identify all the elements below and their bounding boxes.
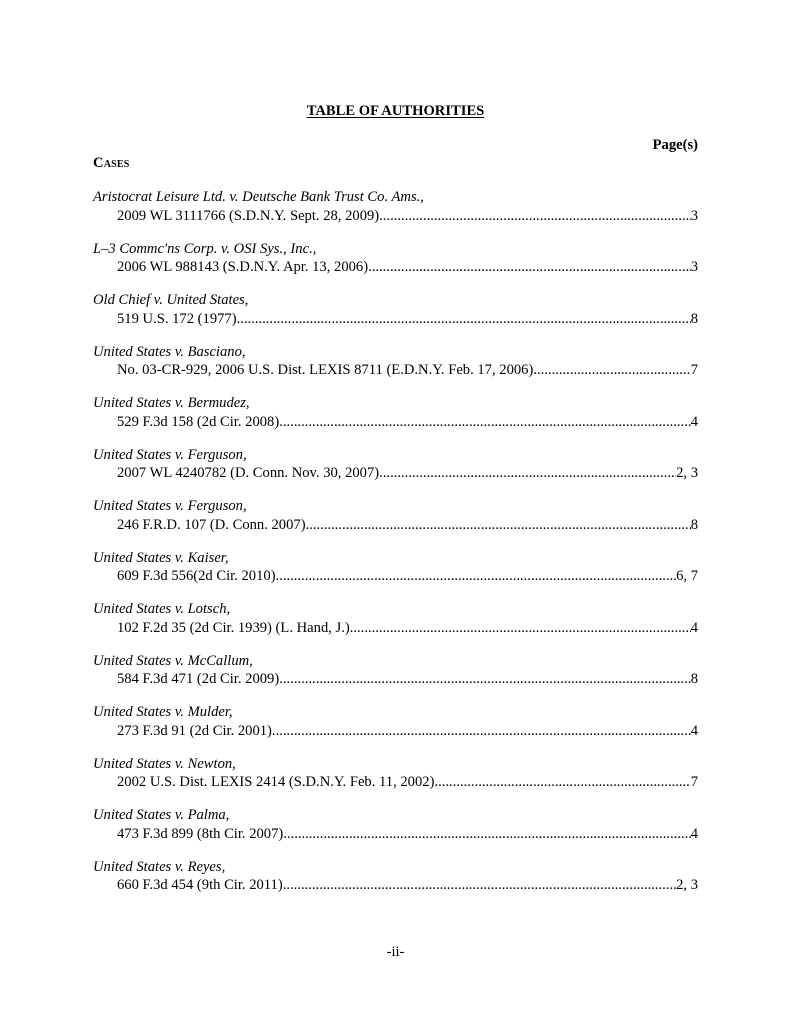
dot-leader	[283, 825, 690, 844]
dot-leader	[533, 361, 690, 380]
authority-entry	[93, 291, 698, 343]
pages-column-header: Page(s)	[652, 137, 698, 153]
citation-line	[93, 464, 698, 483]
citation-line	[93, 825, 698, 844]
citation: 529 F.3d 158 (2d Cir. 2008)	[117, 413, 280, 430]
authority-entry	[93, 858, 698, 910]
authority-entry	[93, 343, 698, 395]
authority-entry	[93, 188, 698, 240]
case-name: United States v. Lotsch,	[93, 601, 231, 617]
dot-leader	[279, 413, 690, 432]
citation-line	[93, 567, 698, 586]
page-reference: 7	[690, 774, 698, 790]
page-reference: 4	[690, 825, 698, 842]
case-name: Aristocrat Leisure Ltd. v. Deutsche Bank Trust Co. Ams.,	[93, 189, 424, 205]
citation-line	[93, 361, 698, 380]
authority-entry	[93, 703, 698, 755]
citation-line	[93, 207, 698, 226]
dot-leader	[379, 464, 676, 483]
citation: 519 U.S. 172 (1977)	[117, 310, 237, 327]
case-name: United States v. Basciano,	[93, 343, 246, 360]
dot-leader	[379, 207, 691, 226]
citation: 473 F.3d 899 (8th Cir. 2007)	[117, 825, 284, 842]
authority-entry	[93, 755, 698, 807]
citation-line	[93, 619, 698, 638]
authority-entry	[93, 394, 698, 446]
page-reference: 3	[690, 207, 698, 224]
case-name: United States v. Newton,	[93, 755, 236, 772]
citation: 273 F.3d 91 (2d Cir. 2001)	[117, 722, 272, 739]
citation-line	[93, 722, 698, 741]
authority-entry	[93, 806, 698, 858]
citation-line	[93, 773, 698, 792]
page-reference: 8	[690, 516, 698, 533]
case-name: United States v. Reyes,	[93, 858, 226, 875]
case-name: United States v. Bermudez,	[93, 395, 250, 411]
citation: 609 F.3d 556(2d Cir. 2010)	[117, 568, 276, 584]
authority-entry	[93, 240, 698, 292]
dot-leader	[276, 567, 677, 586]
citation: 102 F.2d 35 (2d Cir. 1939) (L. Hand, J.)	[117, 619, 350, 636]
page-reference: 6, 7	[676, 568, 698, 584]
page-reference: 2, 3	[676, 877, 698, 893]
authority-entry	[93, 497, 698, 549]
citation: No. 03-CR-929, 2006 U.S. Dist. LEXIS 8711 (E.D.N.Y. Feb. 17, 2006)	[117, 362, 534, 378]
dot-leader	[434, 773, 690, 792]
citation: 246 F.R.D. 107 (D. Conn. 2007)	[117, 516, 306, 533]
page-title: TABLE OF AUTHORITIES	[306, 103, 485, 119]
citation: 660 F.3d 454 (9th Cir. 2011)	[117, 877, 283, 893]
citation: 2007 WL 4240782 (D. Conn. Nov. 30, 2007)	[117, 465, 380, 481]
case-name: United States v. Palma,	[93, 807, 230, 823]
page-reference: 3	[690, 259, 698, 275]
citation: 2009 WL 3111766 (S.D.N.Y. Sept. 28, 2009)	[117, 207, 380, 224]
page-reference: 8	[690, 671, 698, 687]
authority-entry	[93, 600, 698, 652]
page-reference: 4	[690, 413, 698, 430]
citation: 2002 U.S. Dist. LEXIS 2414 (S.D.N.Y. Feb. 11, 2002)	[117, 774, 435, 790]
dot-leader	[237, 310, 691, 329]
case-name: United States v. McCallum,	[93, 652, 253, 669]
page-reference: 4	[690, 722, 698, 739]
case-name: United States v. Ferguson,	[93, 498, 247, 514]
dot-leader	[272, 722, 691, 741]
dot-leader	[368, 258, 691, 277]
citation-line	[93, 413, 698, 432]
case-name: United States v. Ferguson,	[93, 446, 247, 463]
case-name: Old Chief v. United States,	[93, 292, 249, 308]
page-reference: 4	[690, 619, 698, 636]
page-reference: 8	[690, 310, 698, 327]
page-number: -ii-	[386, 944, 405, 960]
case-name: United States v. Kaiser,	[93, 549, 229, 566]
dot-leader	[306, 516, 691, 535]
authorities-list	[93, 188, 698, 909]
section-heading-cases: Cases	[93, 155, 130, 171]
case-name: United States v. Mulder,	[93, 704, 233, 720]
citation-line	[93, 670, 698, 689]
citation-line	[93, 516, 698, 535]
authority-entry	[93, 549, 698, 601]
citation: 584 F.3d 471 (2d Cir. 2009)	[117, 671, 280, 687]
authority-entry	[93, 446, 698, 498]
page-reference: 7	[690, 362, 698, 378]
case-name: L–3 Commc'ns Corp. v. OSI Sys., Inc.,	[93, 240, 317, 257]
citation-line	[93, 876, 698, 895]
dot-leader	[279, 670, 690, 689]
dot-leader	[350, 619, 691, 638]
citation-line	[93, 310, 698, 329]
dot-leader	[283, 876, 676, 895]
authority-entry	[93, 652, 698, 704]
page-reference: 2, 3	[676, 465, 698, 481]
citation: 2006 WL 988143 (S.D.N.Y. Apr. 13, 2006)	[117, 259, 369, 275]
citation-line	[93, 258, 698, 277]
